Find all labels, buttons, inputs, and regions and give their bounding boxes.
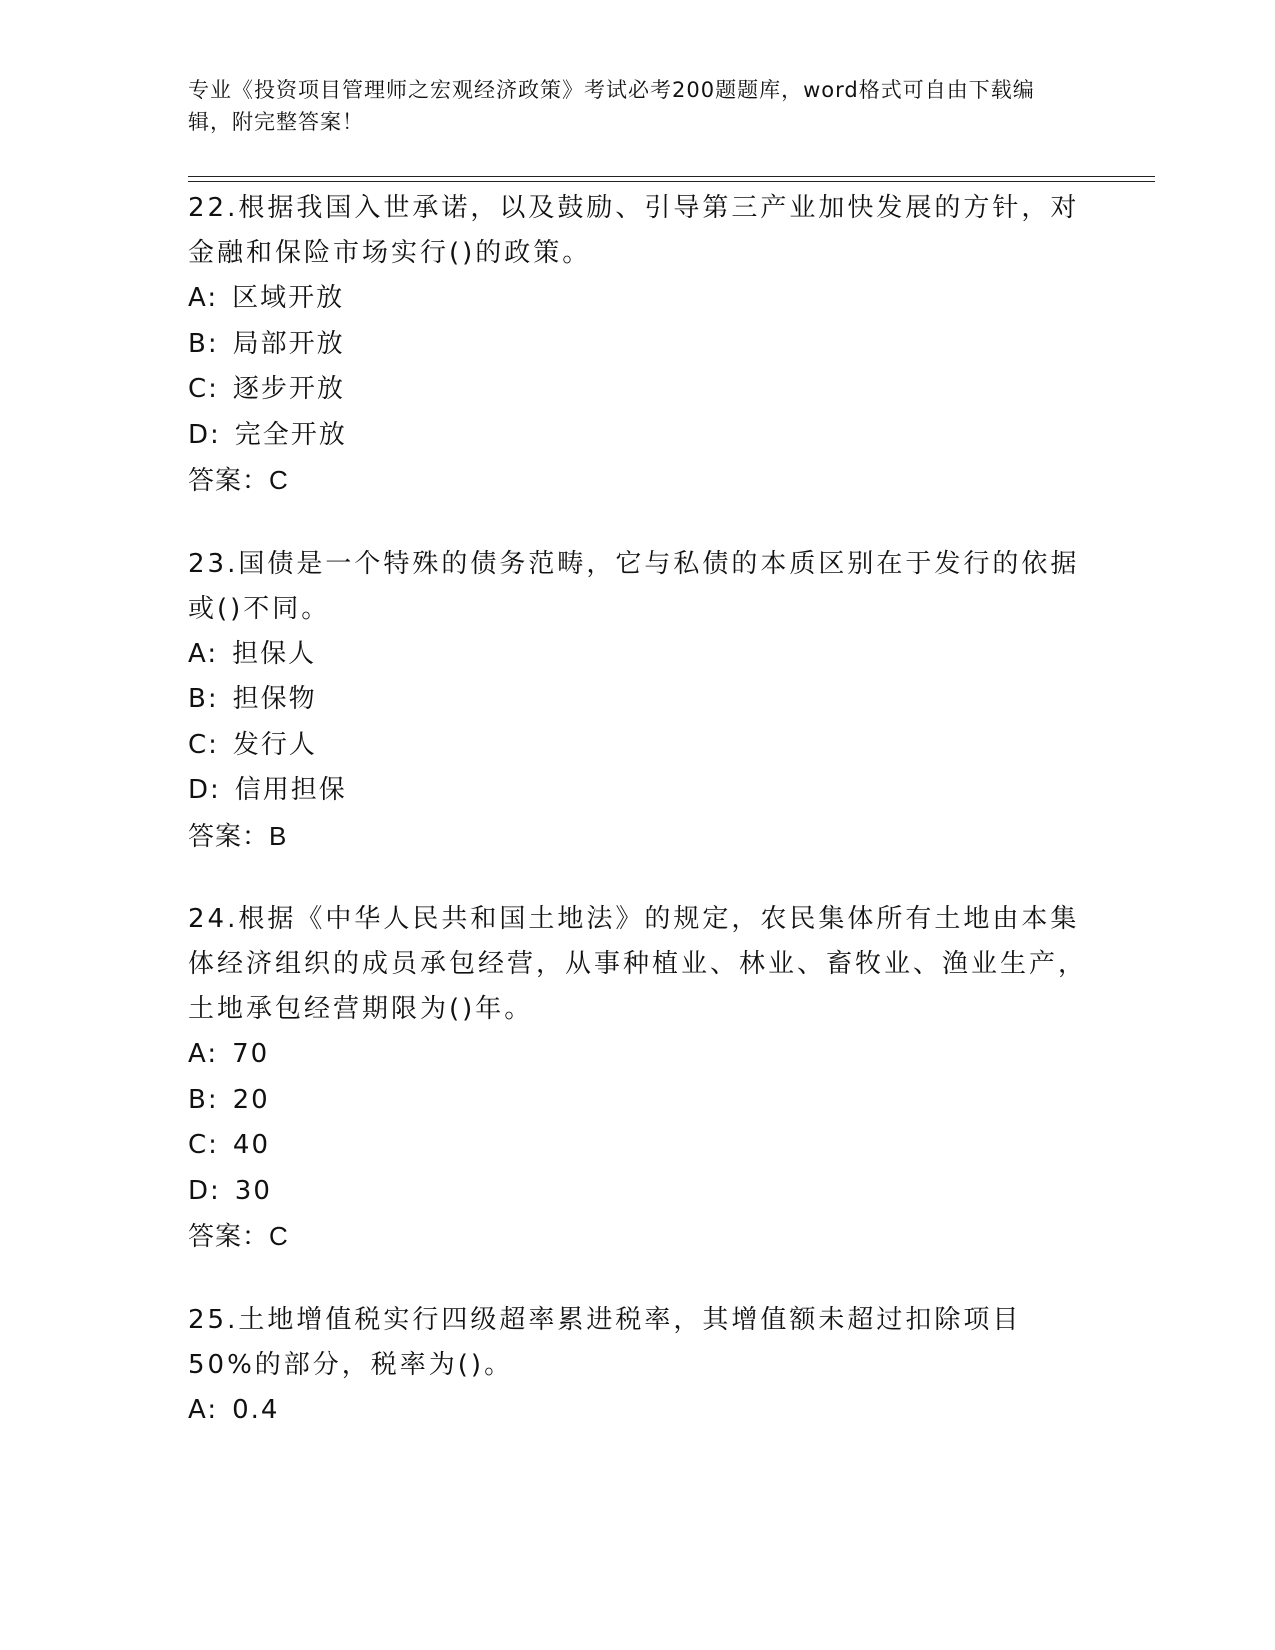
- question-22: [188, 186, 1088, 505]
- answer-value: C: [269, 465, 289, 495]
- question-stem: 25.土地增值税实行四级超率累进税率，其增值额未超过扣除项目50%的部分，税率为()。: [188, 1304, 1022, 1380]
- option-key: A: [188, 283, 208, 313]
- option-key: A: [188, 1394, 208, 1425]
- option-text: 20: [232, 1084, 270, 1115]
- option-b: B: 20: [188, 1084, 270, 1115]
- option-list: [188, 1388, 1088, 1434]
- option-text: 70: [232, 1039, 270, 1069]
- option-c: C: 发行人: [188, 729, 317, 760]
- option-key: D: [188, 775, 211, 805]
- option-b: B: 局部开放: [188, 328, 345, 359]
- header-rule-top: [188, 176, 1155, 177]
- answer-label: 答案：: [188, 1222, 270, 1252]
- option-c: C: 40: [188, 1130, 271, 1160]
- option-key: A: [188, 1039, 208, 1069]
- option-text: 完全开放: [234, 419, 347, 450]
- answer-line: [188, 458, 1088, 505]
- answer-line: [188, 814, 1088, 861]
- option-text: 局部开放: [232, 328, 345, 359]
- option-a: A: 区域开放: [188, 283, 345, 313]
- option-a: A: 0.4: [188, 1394, 280, 1425]
- option-d: D: 完全开放: [188, 419, 347, 450]
- option-c: C: 逐步开放: [188, 374, 345, 404]
- option-d: D: 30: [188, 1175, 272, 1206]
- option-a: A: 担保人: [188, 638, 317, 669]
- option-key: C: [188, 729, 209, 760]
- option-key: C: [188, 1130, 209, 1160]
- option-key: B: [188, 328, 208, 359]
- option-b: B: 担保物: [188, 684, 317, 714]
- option-list: [188, 276, 1088, 458]
- option-key: C: [188, 374, 209, 404]
- question-24: [188, 897, 1088, 1261]
- option-text: 担保物: [232, 684, 317, 714]
- option-list: [188, 1032, 1088, 1214]
- option-key: B: [188, 684, 208, 714]
- answer-label: 答案：: [188, 466, 270, 496]
- question-stem: 22.根据我国入世承诺，以及鼓励、引导第三产业加快发展的方针，对金融和保险市场实行()的政策。: [188, 193, 1080, 268]
- answer-value: C: [269, 1221, 289, 1251]
- answer-line: [188, 1214, 1088, 1261]
- answer-label: 答案：: [188, 821, 270, 852]
- option-text: 担保人: [232, 638, 317, 669]
- option-d: D: 信用担保: [188, 775, 347, 805]
- option-key: D: [188, 419, 211, 450]
- option-text: 逐步开放: [232, 374, 345, 404]
- question-stem: 24.根据《中华人民共和国土地法》的规定，农民集体所有土地由本集体经济组织的成员承包经营，从事种植业、林业、畜牧业、渔业生产，土地承包经营期限为()年。: [188, 904, 1088, 1024]
- question-list: [188, 186, 1088, 1470]
- option-text: 信用担保: [234, 775, 347, 805]
- question-stem: 23.国债是一个特殊的债务范畴，它与私债的本质区别在于发行的依据或()不同。: [188, 548, 1080, 624]
- option-text: 0.4: [232, 1394, 280, 1425]
- option-list: [188, 632, 1088, 814]
- question-25: [188, 1298, 1088, 1434]
- answer-value: B: [269, 820, 288, 851]
- option-text: 区域开放: [232, 283, 345, 313]
- option-text: 发行人: [232, 729, 317, 760]
- option-key: A: [188, 638, 208, 669]
- question-23: [188, 542, 1088, 861]
- option-key: D: [188, 1175, 211, 1206]
- header-rule-bottom: [188, 181, 1155, 182]
- option-key: B: [188, 1084, 208, 1115]
- option-a: A: 70: [188, 1039, 270, 1069]
- option-text: 40: [232, 1130, 271, 1160]
- document-header: 专业《投资项目管理师之宏观经济政策》考试必考200题题库，word格式可自由下载编辑，附完整答案！: [188, 78, 1035, 134]
- option-text: 30: [234, 1175, 272, 1206]
